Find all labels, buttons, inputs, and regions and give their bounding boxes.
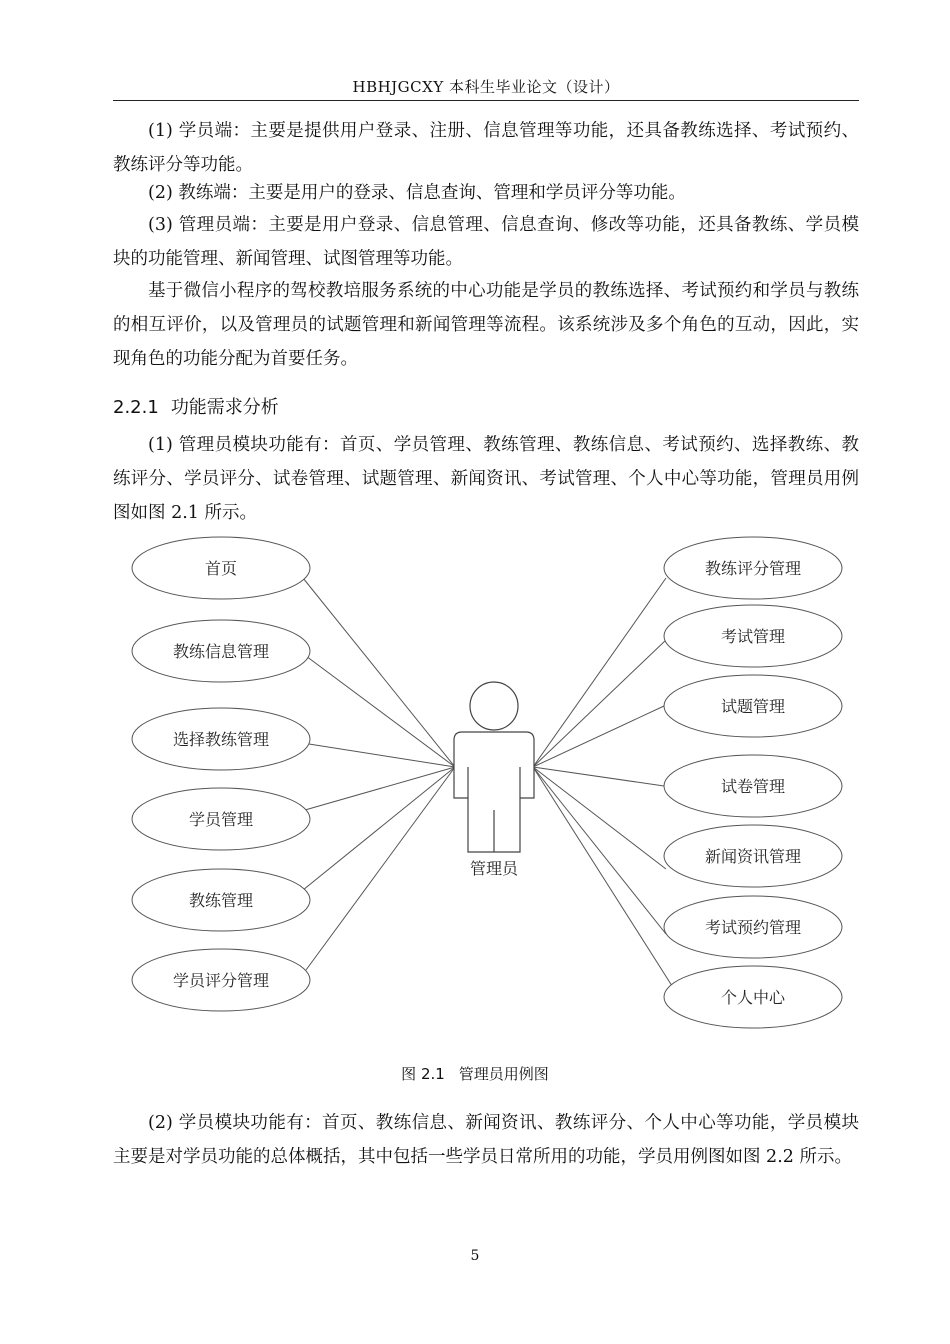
label-coach-rating: 教练评分管理 xyxy=(704,559,802,578)
use-case-diagram xyxy=(0,530,950,1050)
caption-title: 管理员用例图 xyxy=(458,1065,549,1083)
left-use-cases xyxy=(132,537,310,1011)
actor-figure xyxy=(454,682,534,852)
paragraph-student-side: (1) 学员端：主要是提供用户登录、注册、信息管理等功能，还具备教练选择、考试预约、教练评分等功能。 xyxy=(113,121,859,175)
section-number: 2.2.1 xyxy=(113,397,159,418)
label-exam: 考试管理 xyxy=(720,627,786,646)
section-title: 功能需求分析 xyxy=(170,397,279,418)
actor-head xyxy=(470,682,518,730)
label-exam-booking: 考试预约管理 xyxy=(704,918,802,937)
paragraph-student-module: (2) 学员模块功能有：首页、教练信息、新闻资讯、教练评分、个人中心等功能，学员模块主要是对学员功能的总体概括，其中包括一些学员日常所用的功能，学员用例图如图 2.2 所示。 xyxy=(113,1113,859,1167)
label-coach: 教练管理 xyxy=(188,891,254,910)
label-choose-coach: 选择教练管理 xyxy=(172,730,270,749)
paragraph-admin-module: (1) 管理员模块功能有：首页、学员管理、教练管理、教练信息、考试预约、选择教练、教练评分、学员评分、试卷管理、试题管理、新闻资讯、考试管理、个人中心等功能，管理员用例图如图 2.1 所示。 xyxy=(113,435,859,523)
label-personal-center: 个人中心 xyxy=(720,988,786,1007)
section-heading xyxy=(113,393,291,419)
figure-caption xyxy=(0,1063,950,1084)
label-coach-info: 教练信息管理 xyxy=(172,642,270,661)
label-questions: 试题管理 xyxy=(720,697,786,716)
header-rule xyxy=(113,100,859,101)
label-papers: 试卷管理 xyxy=(720,777,786,796)
caption-number: 图 2.1 xyxy=(401,1065,445,1083)
paragraph-admin-side: (3) 管理员端：主要是用户登录、信息管理、信息查询、修改等功能，还具备教练、学员模块的功能管理、新闻管理、试图管理等功能。 xyxy=(113,215,859,269)
label-student: 学员管理 xyxy=(188,810,254,829)
paragraph-summary: 基于微信小程序的驾校教培服务系统的中心功能是学员的教练选择、考试预约和学员与教练的相互评价，以及管理员的试题管理和新闻管理等流程。该系统涉及多个角色的互动，因此，实现角色的功能分配为首要任务。 xyxy=(113,281,859,369)
label-student-rating: 学员评分管理 xyxy=(172,971,270,990)
label-news: 新闻资讯管理 xyxy=(704,847,802,866)
page-number: 5 xyxy=(470,1248,480,1264)
paragraph-coach-side: (2) 教练端：主要是用户的登录、信息查询、管理和学员评分等功能。 xyxy=(148,183,686,203)
label-home: 首页 xyxy=(204,559,238,578)
page-header: HBHJGCXY 本科生毕业论文（设计） xyxy=(352,78,620,96)
actor-label: 管理员 xyxy=(469,859,519,878)
